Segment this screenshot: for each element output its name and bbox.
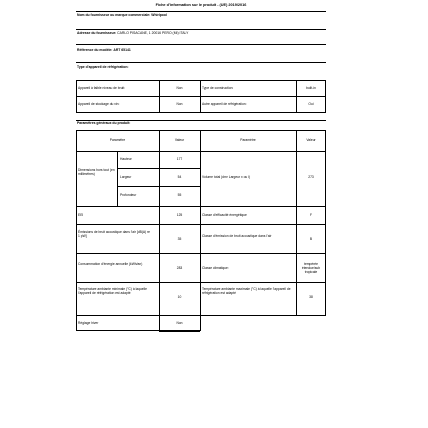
supplier-value: Whirlpool: [151, 13, 167, 17]
table-row-divider: [117, 186, 200, 187]
table-row-divider: [159, 331, 200, 332]
empty-cell-mask: [201, 316, 327, 332]
height-label: Hauteur: [120, 157, 132, 161]
supplier-row: [77, 13, 167, 17]
col-header-param: Paramètre: [109, 138, 126, 142]
table-col-divider: [117, 151, 118, 206]
width-label: Largeur: [120, 175, 132, 179]
appliance-type-heading: Type d’appareil de réfrigération:: [77, 65, 129, 69]
col-header-param-2: Paramètre: [240, 138, 256, 142]
col-header-value-2: Valeur: [306, 138, 316, 142]
height-value: 177: [176, 157, 183, 161]
table-row-divider: [76, 151, 326, 152]
address-value: CARLO PISACANE, 1 20016 PERO (MI) ITALY: [117, 31, 189, 35]
eei-label: EEI: [78, 213, 84, 217]
table-row-divider: [76, 253, 326, 254]
dimensions-label: Dimensions hors tout (en millimètres): [78, 168, 115, 176]
other-appliance-value: Oui: [308, 102, 314, 106]
col-header-value: Valeur: [174, 138, 185, 142]
climate-class-value: tempérée étendue/sub tropicale: [301, 262, 321, 274]
depth-label: Profondeur: [120, 193, 137, 197]
wine-storage-label: Appareil de stockage du vin:: [78, 102, 120, 106]
table-row-divider: [117, 168, 200, 169]
construction-type-label: Type de construction:: [202, 86, 234, 90]
climate-class-label: Classe climatique:: [202, 266, 229, 270]
noise-emission-value: 35: [177, 237, 182, 241]
table-col-divider: [296, 130, 297, 331]
noise-emission-label: Émissions de bruit acoustique dans l’air [dB(A) re 1 pW]: [78, 230, 151, 238]
low-noise-label: Appareil à faible niveau de bruit:: [78, 86, 126, 90]
winter-setting-value: Non: [176, 321, 183, 325]
table-col-divider: [159, 80, 160, 113]
table-row-divider: [76, 224, 326, 225]
table-col-divider: [200, 80, 201, 113]
table-row-divider: [76, 96, 326, 97]
energy-consumption-value: 283: [176, 266, 183, 270]
table-col-divider: [296, 80, 297, 113]
divider: [76, 11, 326, 12]
low-noise-value: Non: [176, 86, 183, 90]
winter-setting-label: Réglage hiver: [78, 321, 99, 325]
table-row-divider: [76, 206, 326, 207]
volume-value: 273: [308, 175, 314, 179]
divider: [76, 120, 326, 121]
model-value: ART 65141: [113, 48, 131, 52]
width-value: 54: [177, 175, 182, 179]
noise-class-value: B: [309, 237, 313, 241]
min-temp-value: 10: [177, 295, 182, 299]
noise-class-label: Classe d’émission de bruit acoustique dans l’air: [202, 234, 272, 238]
page-title: Fiche d’information sur le produit - (UE) 2019/2016: [155, 3, 247, 7]
energy-class-label: Classe d’efficacité énergétique: [202, 213, 247, 217]
energy-class-value: F: [309, 213, 312, 217]
max-temp-label: Température ambiante maximale (°C) à laquelle l’appareil de réfrigération est adapté: [202, 287, 291, 295]
general-params-heading: Paramètres généraux du produit:: [77, 121, 131, 125]
min-temp-label: Température ambiante minimale (°C) à laquelle l’appareil de réfrigération est adapté: [78, 287, 147, 295]
volume-label: Volume total (dm³ Largeur x ou l): [202, 175, 251, 179]
energy-consumption-label: Consommation d’énergie annuelle (kWh/an): [78, 262, 143, 266]
address-row: [77, 31, 188, 35]
supplier-label: Nom du fournisseur ou marque commerciale:: [77, 13, 151, 17]
divider: [76, 44, 326, 45]
model-row: [77, 48, 131, 52]
model-label: Référence du modèle:: [77, 48, 113, 52]
divider: [76, 62, 326, 63]
construction-type-value: built-in: [306, 86, 316, 90]
depth-value: 55: [177, 193, 182, 197]
other-appliance-label: Autre appareil de réfrigération:: [202, 102, 247, 106]
max-temp-value: 38: [309, 295, 313, 299]
eei-value: 125: [176, 213, 183, 217]
table-col-divider: [200, 130, 201, 331]
wine-storage-value: Non: [176, 102, 183, 106]
address-label: Adresse du fournisseur:: [77, 31, 117, 35]
divider: [76, 29, 326, 30]
table-row-divider: [76, 282, 326, 283]
